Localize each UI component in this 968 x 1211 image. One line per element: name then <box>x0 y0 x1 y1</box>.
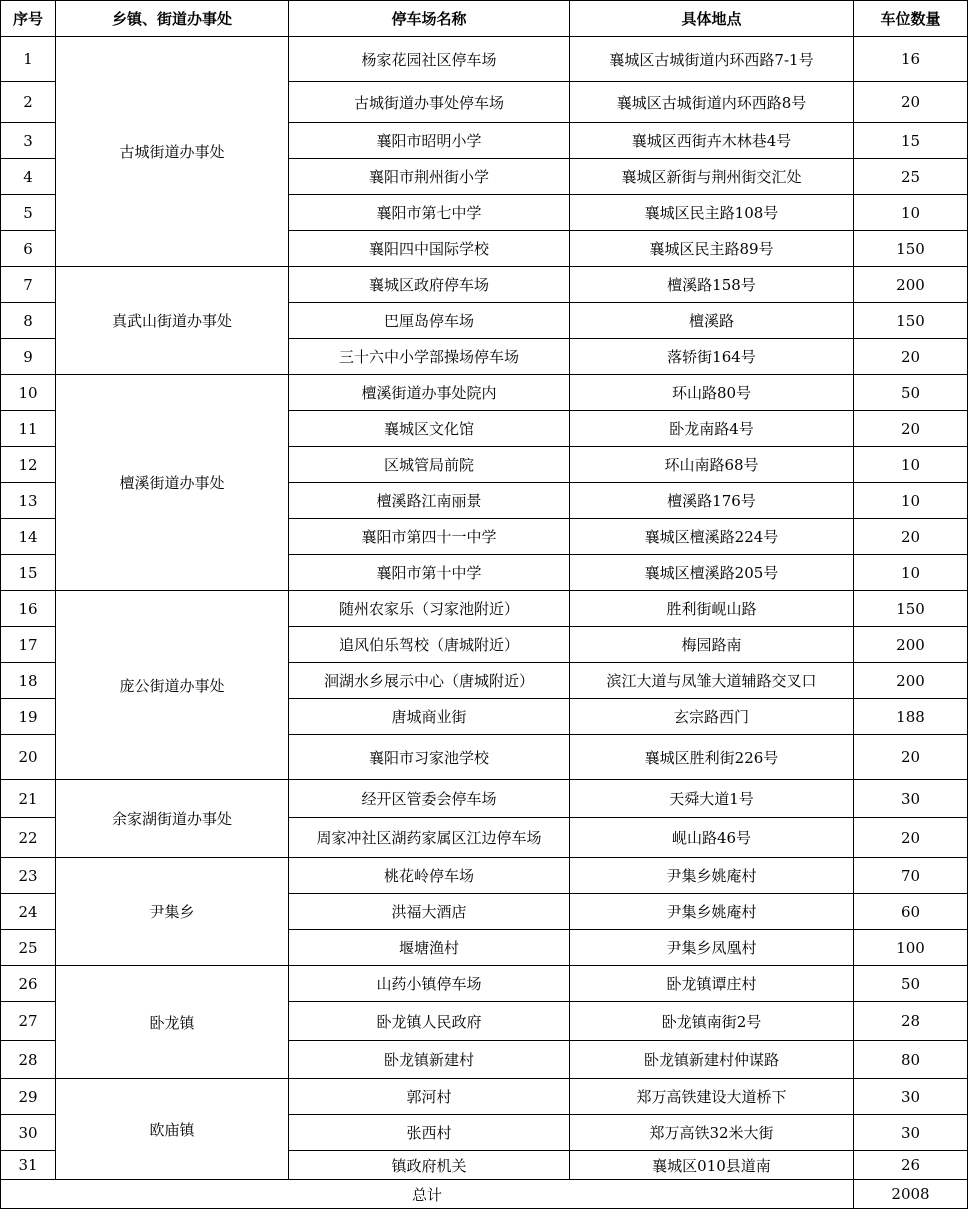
parking-name: 洄湖水乡展示中心（唐城附近） <box>289 663 570 699</box>
parking-address: 尹集乡姚庵村 <box>570 858 854 894</box>
parking-spaces: 20 <box>854 82 968 123</box>
parking-spaces: 200 <box>854 627 968 663</box>
table-row <box>1 858 968 894</box>
parking-spaces: 200 <box>854 267 968 303</box>
table-row <box>1 780 968 818</box>
parking-name: 巴厘岛停车场 <box>289 303 570 339</box>
parking-address: 环山路80号 <box>570 375 854 411</box>
row-index: 21 <box>1 780 56 818</box>
row-index: 30 <box>1 1115 56 1151</box>
district-cell: 檀溪街道办事处 <box>56 375 289 591</box>
parking-name: 山药小镇停车场 <box>289 966 570 1002</box>
parking-name: 古城街道办事处停车场 <box>289 82 570 123</box>
row-index: 1 <box>1 37 56 82</box>
parking-address: 卧龙镇谭庄村 <box>570 966 854 1002</box>
parking-address: 卧龙镇南街2号 <box>570 1002 854 1041</box>
row-index: 27 <box>1 1002 56 1041</box>
row-index: 6 <box>1 231 56 267</box>
row-index: 24 <box>1 894 56 930</box>
parking-address: 卧龙镇新建村仲谋路 <box>570 1041 854 1079</box>
row-index: 10 <box>1 375 56 411</box>
header-row <box>1 1 968 37</box>
row-index: 12 <box>1 447 56 483</box>
row-index: 13 <box>1 483 56 519</box>
header-spaces: 车位数量 <box>854 1 968 37</box>
row-index: 7 <box>1 267 56 303</box>
parking-name: 杨家花园社区停车场 <box>289 37 570 82</box>
header-district: 乡镇、街道办事处 <box>56 1 289 37</box>
parking-name: 襄阳市第十中学 <box>289 555 570 591</box>
parking-spaces: 10 <box>854 555 968 591</box>
parking-spaces: 20 <box>854 339 968 375</box>
parking-address: 襄城区古城街道内环西路8号 <box>570 82 854 123</box>
row-index: 8 <box>1 303 56 339</box>
parking-spaces: 30 <box>854 1079 968 1115</box>
parking-address: 胜利街岘山路 <box>570 591 854 627</box>
table-body <box>1 37 968 1180</box>
parking-name: 堰塘渔村 <box>289 930 570 966</box>
total-value: 2008 <box>854 1180 968 1209</box>
parking-address: 襄城区民主路89号 <box>570 231 854 267</box>
parking-name: 襄阳市习家池学校 <box>289 735 570 780</box>
parking-name: 檀溪街道办事处院内 <box>289 375 570 411</box>
parking-name: 卧龙镇新建村 <box>289 1041 570 1079</box>
parking-address: 岘山路46号 <box>570 818 854 858</box>
row-index: 14 <box>1 519 56 555</box>
parking-spaces: 16 <box>854 37 968 82</box>
parking-name: 区城管局前院 <box>289 447 570 483</box>
parking-address: 玄宗路西门 <box>570 699 854 735</box>
parking-address: 尹集乡凤凰村 <box>570 930 854 966</box>
parking-address: 襄城区西街卉木林巷4号 <box>570 123 854 159</box>
parking-spaces: 50 <box>854 966 968 1002</box>
parking-spaces: 25 <box>854 159 968 195</box>
header-name: 停车场名称 <box>289 1 570 37</box>
parking-spaces: 20 <box>854 411 968 447</box>
table-row <box>1 267 968 303</box>
row-index: 4 <box>1 159 56 195</box>
row-index: 25 <box>1 930 56 966</box>
district-cell: 欧庙镇 <box>56 1079 289 1180</box>
row-index: 2 <box>1 82 56 123</box>
parking-address: 襄城区民主路108号 <box>570 195 854 231</box>
row-index: 26 <box>1 966 56 1002</box>
table-row <box>1 375 968 411</box>
row-index: 18 <box>1 663 56 699</box>
parking-spaces: 30 <box>854 1115 968 1151</box>
row-index: 17 <box>1 627 56 663</box>
parking-spaces: 60 <box>854 894 968 930</box>
parking-address: 卧龙南路4号 <box>570 411 854 447</box>
district-cell: 庞公街道办事处 <box>56 591 289 780</box>
parking-spaces: 188 <box>854 699 968 735</box>
parking-spaces: 10 <box>854 195 968 231</box>
parking-spaces: 200 <box>854 663 968 699</box>
parking-name: 唐城商业街 <box>289 699 570 735</box>
parking-spaces: 26 <box>854 1151 968 1180</box>
parking-address: 襄城区010县道南 <box>570 1151 854 1180</box>
parking-name: 襄阳市第四十一中学 <box>289 519 570 555</box>
parking-name: 卧龙镇人民政府 <box>289 1002 570 1041</box>
district-cell: 古城街道办事处 <box>56 37 289 267</box>
row-index: 31 <box>1 1151 56 1180</box>
parking-name: 郭河村 <box>289 1079 570 1115</box>
district-cell: 真武山街道办事处 <box>56 267 289 375</box>
parking-address: 环山南路68号 <box>570 447 854 483</box>
row-index: 9 <box>1 339 56 375</box>
parking-name: 桃花岭停车场 <box>289 858 570 894</box>
parking-name: 镇政府机关 <box>289 1151 570 1180</box>
parking-name: 洪福大酒店 <box>289 894 570 930</box>
parking-name: 襄阳市第七中学 <box>289 195 570 231</box>
header-address: 具体地点 <box>570 1 854 37</box>
parking-address: 襄城区古城街道内环西路7-1号 <box>570 37 854 82</box>
row-index: 5 <box>1 195 56 231</box>
row-index: 28 <box>1 1041 56 1079</box>
parking-spaces: 70 <box>854 858 968 894</box>
table-row <box>1 37 968 82</box>
row-index: 19 <box>1 699 56 735</box>
parking-address: 檀溪路176号 <box>570 483 854 519</box>
parking-address: 襄城区檀溪路224号 <box>570 519 854 555</box>
parking-name: 襄阳四中国际学校 <box>289 231 570 267</box>
total-label: 总计 <box>1 1180 854 1209</box>
row-index: 23 <box>1 858 56 894</box>
parking-address: 郑万高铁建设大道桥下 <box>570 1079 854 1115</box>
parking-spaces: 15 <box>854 123 968 159</box>
row-index: 11 <box>1 411 56 447</box>
parking-name: 追风伯乐驾校（唐城附近） <box>289 627 570 663</box>
parking-address: 尹集乡姚庵村 <box>570 894 854 930</box>
parking-address: 襄城区檀溪路205号 <box>570 555 854 591</box>
district-cell: 卧龙镇 <box>56 966 289 1079</box>
row-index: 20 <box>1 735 56 780</box>
parking-spaces: 150 <box>854 591 968 627</box>
row-index: 3 <box>1 123 56 159</box>
row-index: 16 <box>1 591 56 627</box>
parking-name: 经开区管委会停车场 <box>289 780 570 818</box>
parking-address: 襄城区新街与荆州街交汇处 <box>570 159 854 195</box>
row-index: 15 <box>1 555 56 591</box>
row-index: 29 <box>1 1079 56 1115</box>
parking-name: 檀溪路江南丽景 <box>289 483 570 519</box>
parking-name: 襄城区文化馆 <box>289 411 570 447</box>
parking-spaces: 28 <box>854 1002 968 1041</box>
parking-spaces: 20 <box>854 735 968 780</box>
parking-name: 张西村 <box>289 1115 570 1151</box>
parking-spaces: 150 <box>854 231 968 267</box>
parking-address: 檀溪路 <box>570 303 854 339</box>
parking-name: 襄阳市昭明小学 <box>289 123 570 159</box>
parking-spaces: 10 <box>854 447 968 483</box>
parking-spaces: 150 <box>854 303 968 339</box>
parking-spaces: 80 <box>854 1041 968 1079</box>
total-row <box>1 1180 968 1209</box>
table-row <box>1 966 968 1002</box>
parking-spaces: 30 <box>854 780 968 818</box>
parking-name: 周家冲社区湖药家属区江边停车场 <box>289 818 570 858</box>
parking-name: 随州农家乐（习家池附近） <box>289 591 570 627</box>
parking-name: 襄阳市荆州街小学 <box>289 159 570 195</box>
district-cell: 尹集乡 <box>56 858 289 966</box>
parking-address: 檀溪路158号 <box>570 267 854 303</box>
parking-spaces: 20 <box>854 519 968 555</box>
table-row <box>1 1079 968 1115</box>
parking-spaces: 20 <box>854 818 968 858</box>
table-row <box>1 591 968 627</box>
parking-address: 天舜大道1号 <box>570 780 854 818</box>
parking-spaces: 10 <box>854 483 968 519</box>
parking-address: 郑万高铁32米大街 <box>570 1115 854 1151</box>
parking-spaces: 50 <box>854 375 968 411</box>
header-index: 序号 <box>1 1 56 37</box>
parking-address: 梅园路南 <box>570 627 854 663</box>
district-cell: 余家湖街道办事处 <box>56 780 289 858</box>
row-index: 22 <box>1 818 56 858</box>
parking-name: 三十六中小学部操场停车场 <box>289 339 570 375</box>
parking-address: 襄城区胜利街226号 <box>570 735 854 780</box>
parking-spaces: 100 <box>854 930 968 966</box>
parking-name: 襄城区政府停车场 <box>289 267 570 303</box>
parking-address: 滨江大道与凤雏大道辅路交叉口 <box>570 663 854 699</box>
parking-address: 落轿街164号 <box>570 339 854 375</box>
